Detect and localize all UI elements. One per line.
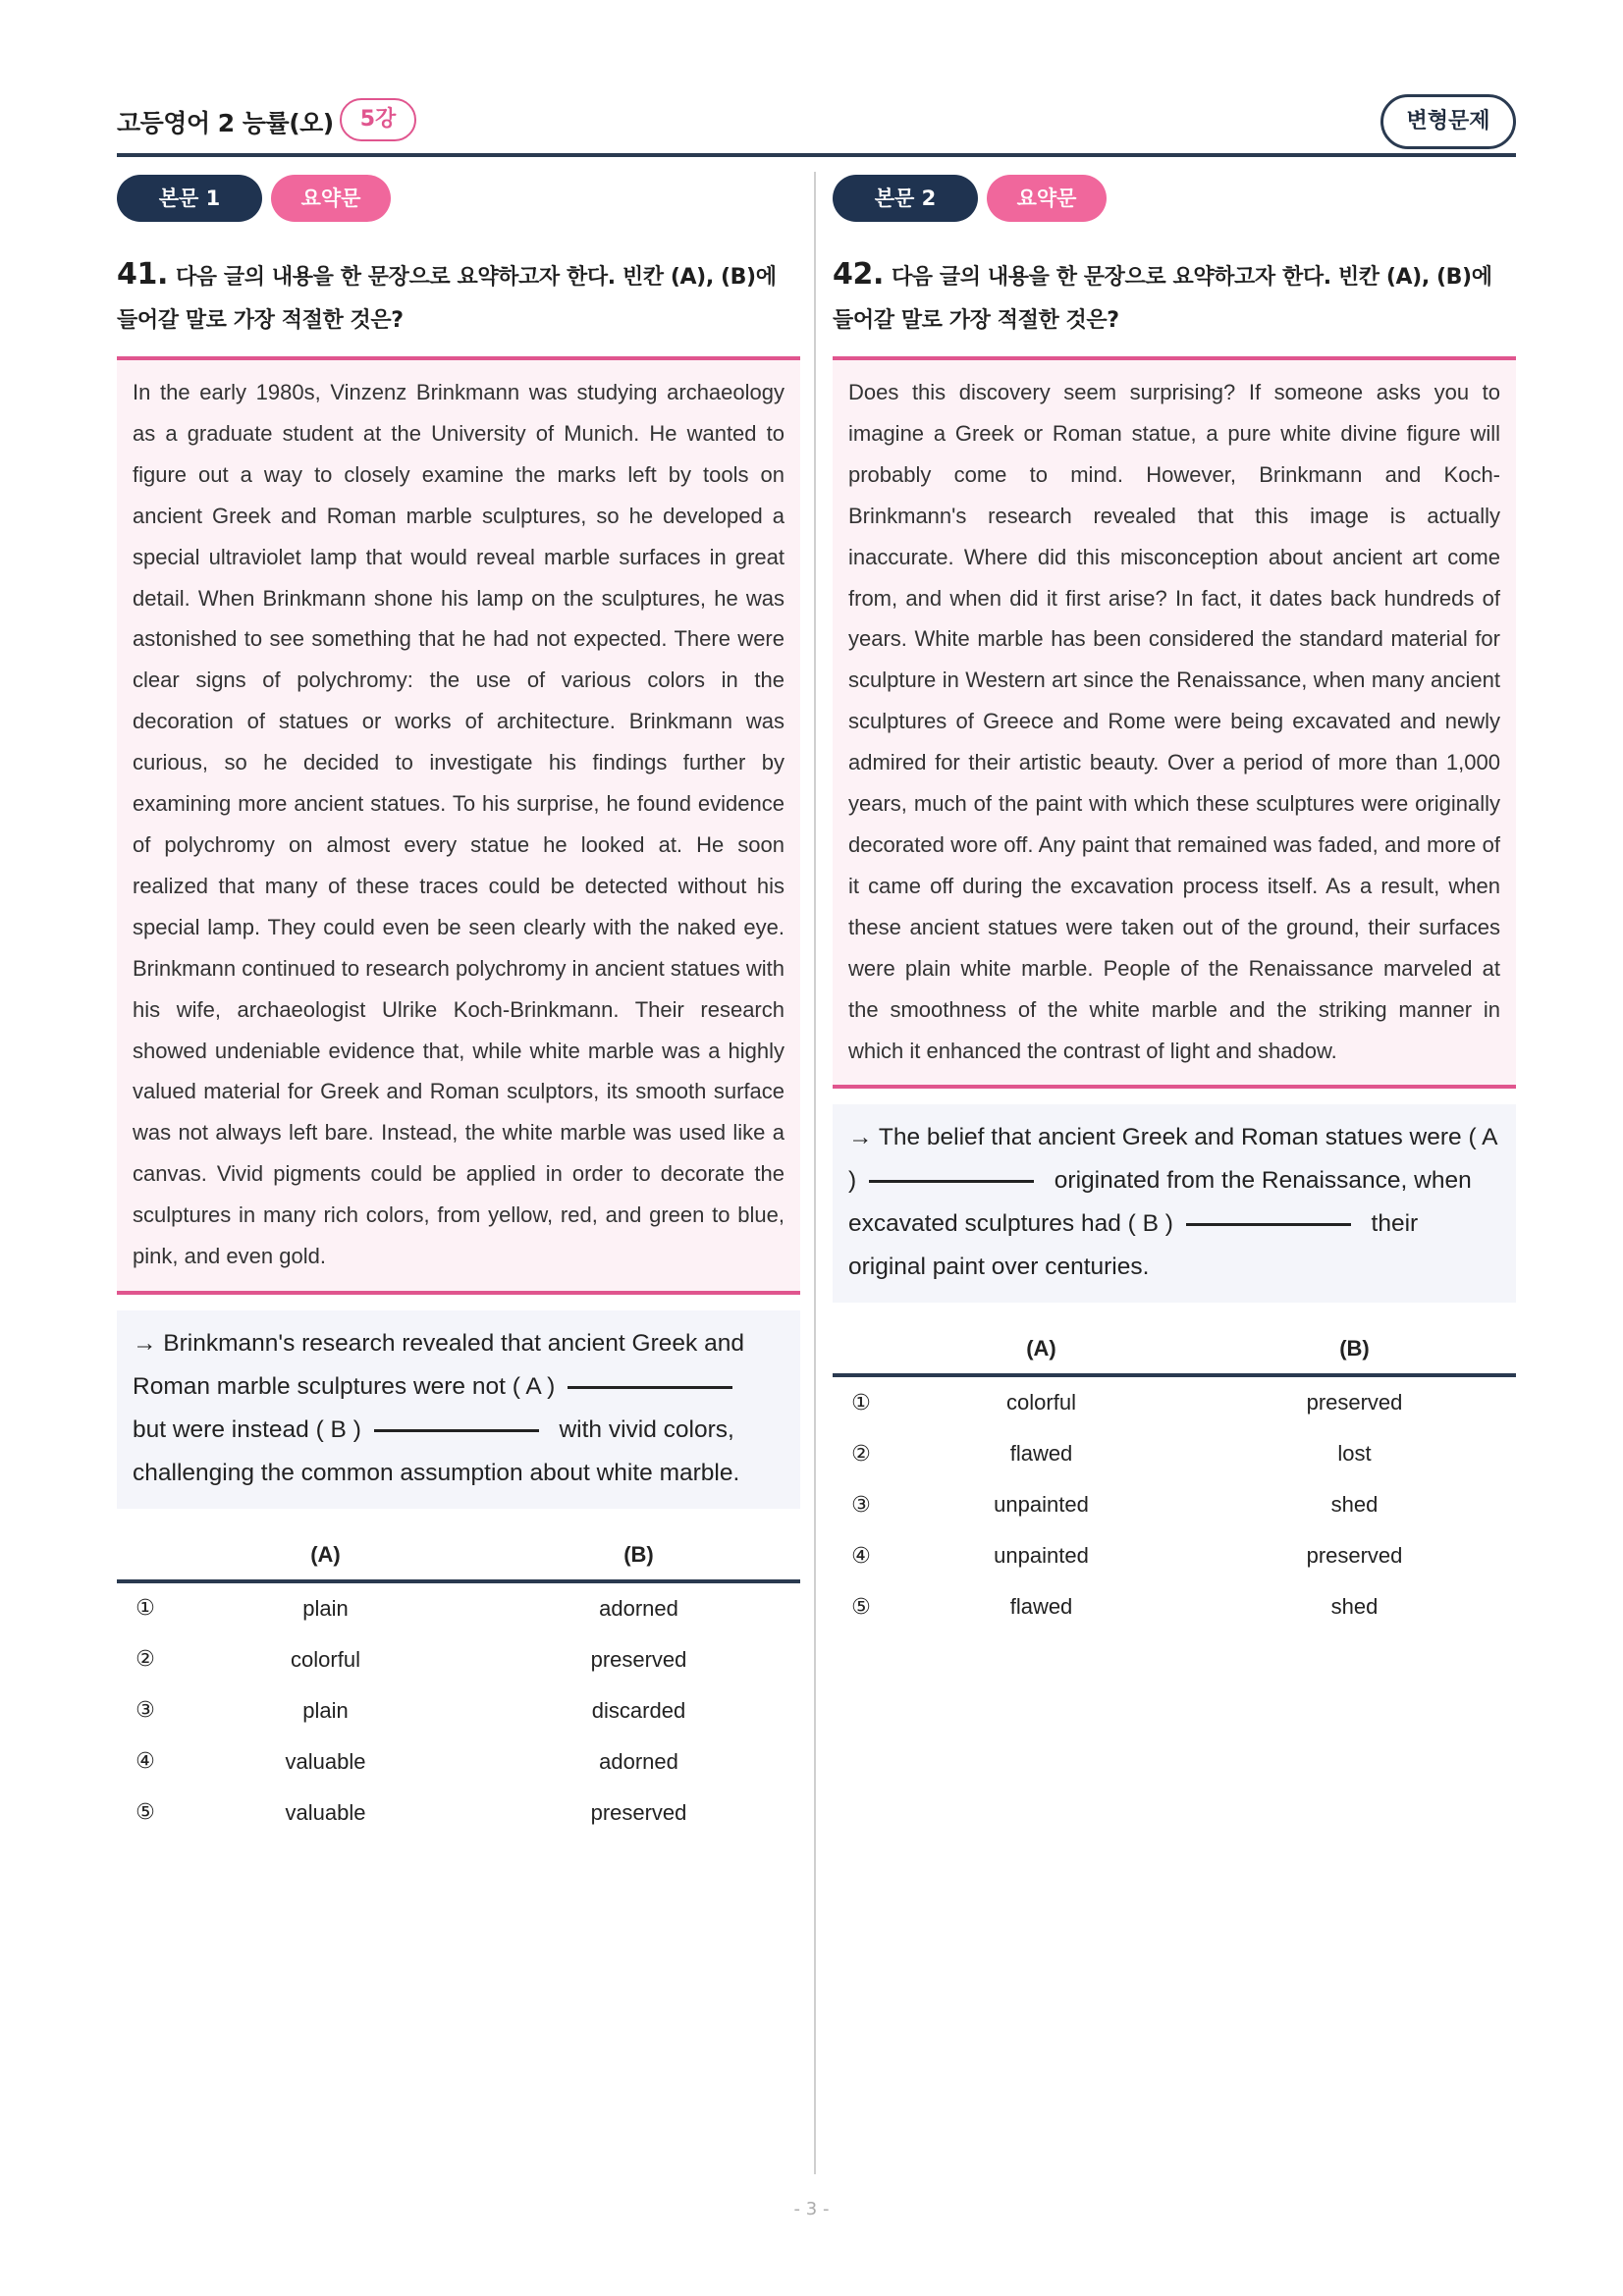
choice-b: lost	[1337, 1441, 1372, 1467]
answer-choice-row[interactable]	[833, 1530, 1516, 1581]
choice-number: ⑤	[135, 1800, 155, 1826]
answer-choice-row[interactable]	[833, 1428, 1516, 1479]
column-header-b: (B)	[477, 1530, 800, 1581]
summary-box	[833, 1104, 1516, 1303]
answer-choices-table	[117, 1530, 800, 1839]
choice-b: shed	[1330, 1594, 1379, 1620]
answer-choice-row[interactable]	[117, 1685, 800, 1736]
passage-tags	[833, 175, 1516, 222]
column-divider	[814, 172, 816, 2174]
summary-part-1: → Brinkmann's research revealed that ancient Greek and Roman marble sculptures were not ( A )	[133, 1329, 744, 1400]
summary-part-2: originated from the Renaissance, when excavated sculptures had ( B )	[848, 1167, 1472, 1238]
answer-choice-row[interactable]	[833, 1581, 1516, 1632]
passage-rule	[117, 1291, 800, 1295]
blank-b	[374, 1429, 539, 1432]
choice-number: ④	[135, 1749, 155, 1775]
passage-text: In the early 1980s, Vinzenz Brinkmann was studying archaeology as a graduate student at the University of Munich. He wanted to figure out a way to closely examine the marks left by tools on ancient Greek and Roman marble sculptures, so he developed a special ultraviolet lamp that would reveal marble surfaces in great detail. When Brinkmann shone his lamp on the sculptures, he was astonished to see something that he had not expected. There were clear signs of polychromy: the use of various colors in the decoration of statues or works of architecture. Brinkmann was curious, so he decided to investigate his findings further by examining more ancient statues. To his surprise, he found evidence of polychromy on almost every statue he looked at. He soon realized that many of these traces could be detected without his special lamp. They could even be seen clearly with the naked eye. Brinkmann continued to research polychromy in ancient statues with his wife, archaeologist Ulrike Koch-Brinkmann. Their research showed undeniable evidence that, while white marble was a highly valued material for Greek and Roman sculptors, its smooth surface was not always left bare. Instead, the white marble was used like a canvas. Vivid pigments could be applied in order to decorate the sculptures in many rich colors, from yellow, red, and green to blue, pink, and even gold.	[117, 360, 800, 1291]
passage-rule	[833, 1085, 1516, 1089]
answer-choices-table	[833, 1324, 1516, 1632]
column-header-a: (A)	[174, 1530, 477, 1581]
question-stem	[117, 253, 800, 343]
choice-number: ①	[135, 1596, 155, 1622]
choice-a: colorful	[1006, 1390, 1076, 1415]
choice-number: ②	[135, 1647, 155, 1673]
summary-part-3: with vivid colors, challenging the common assumption about white marble.	[133, 1415, 740, 1486]
choice-number: ③	[135, 1698, 155, 1724]
choice-b: adorned	[599, 1595, 678, 1621]
summary-part-3: their original paint over centuries.	[848, 1210, 1419, 1281]
header-spacer	[117, 1530, 174, 1581]
header-title: 고등영어 2 능률(오)	[117, 109, 334, 137]
question-number: 42.	[833, 257, 884, 292]
answer-choice-row[interactable]	[117, 1788, 800, 1839]
blank-a	[568, 1386, 732, 1389]
answer-choice-row[interactable]	[833, 1375, 1516, 1428]
passage-text: Does this discovery seem surprising? If someone asks you to imagine a Greek or Roman statue, a pure white divine figure will probably come to mind. However, Brinkmann and Koch-Brinkmann's research revealed that this image is actually inaccurate. Where did this misconception about ancient art come from, and when did it first arise? In fact, it dates back hundreds of years. White marble has been considered the standard material for sculpture in Western art since the Renaissance, when many ancient sculptures of Greece and Rome were being excavated and newly admired for their artistic beauty. Over a period of more than 1,000 years, much of the paint with which these sculptures were originally decorated wore off. Any paint that remained was faded, and more of it came off during the excavation process itself. As a result, when these ancient statues were taken out of the ground, their surfaces were plain white marble. People of the Renaissance marveled at the smoothness of the white marble and the striking manner in which it enhanced the contrast of light and shadow.	[833, 360, 1516, 1085]
answer-choice-row[interactable]	[833, 1479, 1516, 1530]
choice-a: unpainted	[994, 1543, 1089, 1569]
choice-a: plain	[302, 1697, 349, 1723]
header-spacer	[833, 1324, 890, 1375]
question-text: 다음 글의 내용을 한 문장으로 요약하고자 한다. 빈칸 (A), (B)에 들어갈 말로 가장 적절한 것은?	[117, 265, 777, 333]
choice-b: adorned	[599, 1748, 678, 1774]
column-header-a: (A)	[890, 1324, 1193, 1375]
choice-b: discarded	[591, 1697, 686, 1723]
blank-a	[869, 1180, 1034, 1183]
summary-part-1: → The belief that ancient Greek and Roman statues were ( A )	[848, 1124, 1497, 1195]
choice-a: colorful	[291, 1646, 360, 1672]
question-42-column	[833, 175, 1516, 1632]
choice-a: flawed	[1009, 1441, 1073, 1467]
question-type-badge: 변형문제	[1380, 94, 1516, 149]
summary-tag: 요약문	[987, 175, 1107, 222]
column-header-b: (B)	[1193, 1324, 1516, 1375]
choice-a: valuable	[285, 1799, 366, 1825]
choice-b: preserved	[590, 1799, 687, 1825]
choice-a: unpainted	[994, 1492, 1089, 1518]
choice-number: ①	[851, 1390, 871, 1415]
blank-b	[1186, 1223, 1351, 1226]
passage-number-tag: 본문 1	[117, 175, 262, 222]
question-number: 41.	[117, 257, 168, 292]
question-text: 다음 글의 내용을 한 문장으로 요약하고자 한다. 빈칸 (A), (B)에 들어갈 말로 가장 적절한 것은?	[833, 265, 1492, 333]
choice-b: shed	[1330, 1492, 1379, 1518]
page-number: - 3 -	[793, 2199, 830, 2219]
question-41-column	[117, 175, 800, 1839]
summary-part-2: but were instead ( B )	[133, 1415, 361, 1443]
answer-choice-row[interactable]	[117, 1634, 800, 1685]
choice-a: flawed	[1009, 1594, 1073, 1620]
summary-tag: 요약문	[271, 175, 391, 222]
choice-number: ②	[851, 1441, 871, 1467]
choice-number: ⑤	[851, 1594, 871, 1620]
summary-box	[117, 1310, 800, 1509]
question-stem	[833, 253, 1516, 343]
passage-tags	[117, 175, 800, 222]
answer-choice-row[interactable]	[117, 1581, 800, 1634]
passage-number-tag: 본문 2	[833, 175, 978, 222]
choice-b: preserved	[590, 1646, 687, 1672]
answer-choice-row[interactable]	[117, 1736, 800, 1788]
choice-number: ④	[851, 1543, 871, 1569]
choice-a: plain	[302, 1595, 349, 1621]
choice-b: preserved	[1306, 1390, 1403, 1415]
choice-b: preserved	[1306, 1543, 1403, 1569]
lesson-badge: 5강	[340, 98, 416, 141]
page-header	[117, 94, 1516, 157]
choice-a: valuable	[285, 1748, 366, 1774]
choice-number: ③	[851, 1492, 871, 1518]
